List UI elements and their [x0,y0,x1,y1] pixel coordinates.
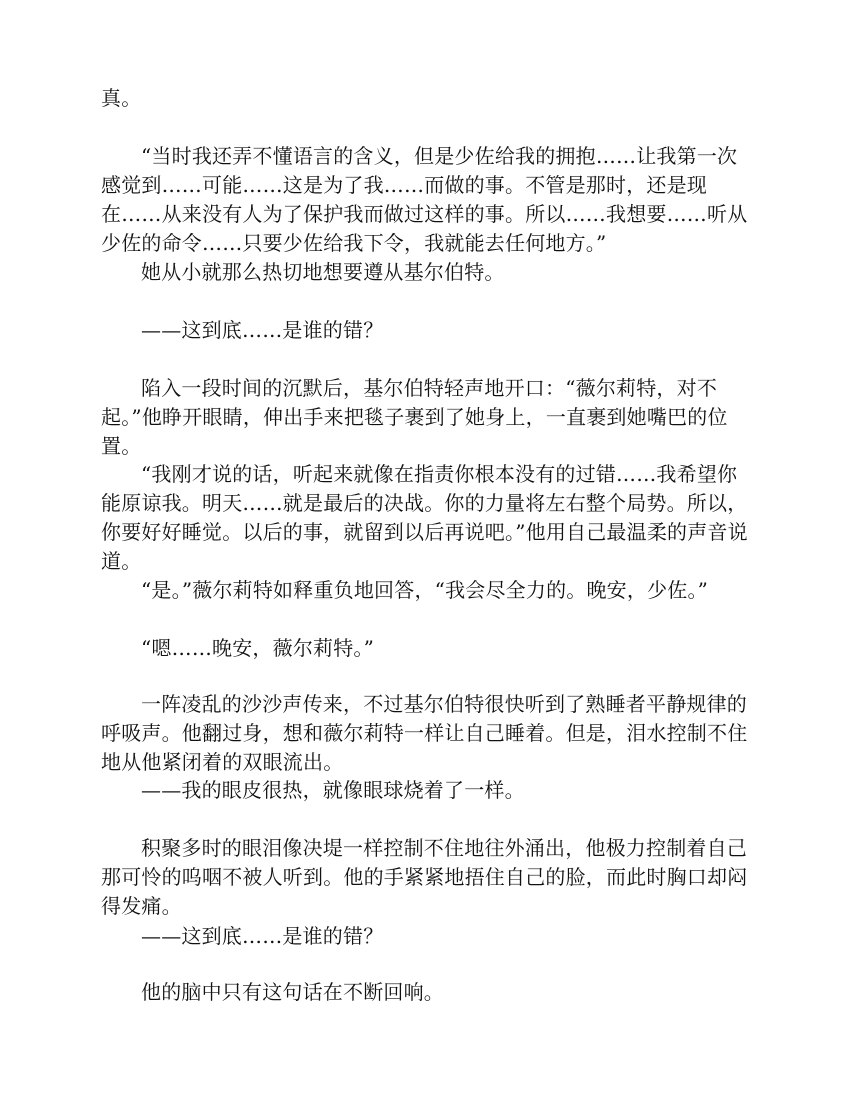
paragraph-10: ——我的眼皮很热，就像眼球烧着了一样。 [141,778,525,802]
paragraph-1: 真。 [101,86,142,110]
paragraph-11: 积聚多时的眼泪像决堤一样控制不住地往外涌出，他极力控制着自己那可怜的呜咽不被人听到。他的手紧紧地捂住自己的脸，而此时胸口却闷得发痛。 [101,836,748,918]
paragraph-7: “是。”薇尔莉特如释重负地回答，“我会尽全力的。晚安，少佐。” [141,578,709,602]
paragraph-5: 陷入一段时间的沉默后，基尔伯特轻声地开口：“薇尔莉特，对不起。”他睁开眼睛，伸出手来把毯子裹到了她身上，一直裹到她嘴巴的位置。 [101,376,728,458]
paragraph-12: ——这到底……是谁的错？ [141,924,384,948]
paragraph-13: 他的脑中只有这句话在不断回响。 [141,980,444,1004]
paragraph-4: ——这到底……是谁的错？ [141,318,384,342]
paragraph-9: 一阵凌乱的沙沙声传来，不过基尔伯特很快听到了熟睡者平静规律的呼吸声。他翻过身，想和薇尔莉特一样让自己睡着。但是，泪水控制不住地从他紧闭着的双眼流出。 [101,692,748,774]
paragraph-6: “我刚才说的话，听起来就像在指责你根本没有的过错……我希望你能原谅我。明天……就是最后的决战。你的力量将左右整个局势。所以，你要好好睡觉。以后的事，就留到以后再说吧。”他用自己最温柔的声音说道。 [101,462,748,573]
paragraph-2: “当时我还弄不懂语言的含义，但是少佐给我的拥抱……让我第一次感觉到……可能……这是为了我……而做的事。不管是那时，还是现在……从来没有人为了保护我而做过这样的事。所以……我想要……听从少佐的命令……只要少佐给我下令，我就能去任何地方。” [101,144,748,255]
paragraph-8: “嗯……晚安，薇尔莉特。” [141,636,375,660]
paragraph-3: 她从小就那么热切地想要遵从基尔伯特。 [141,260,505,284]
